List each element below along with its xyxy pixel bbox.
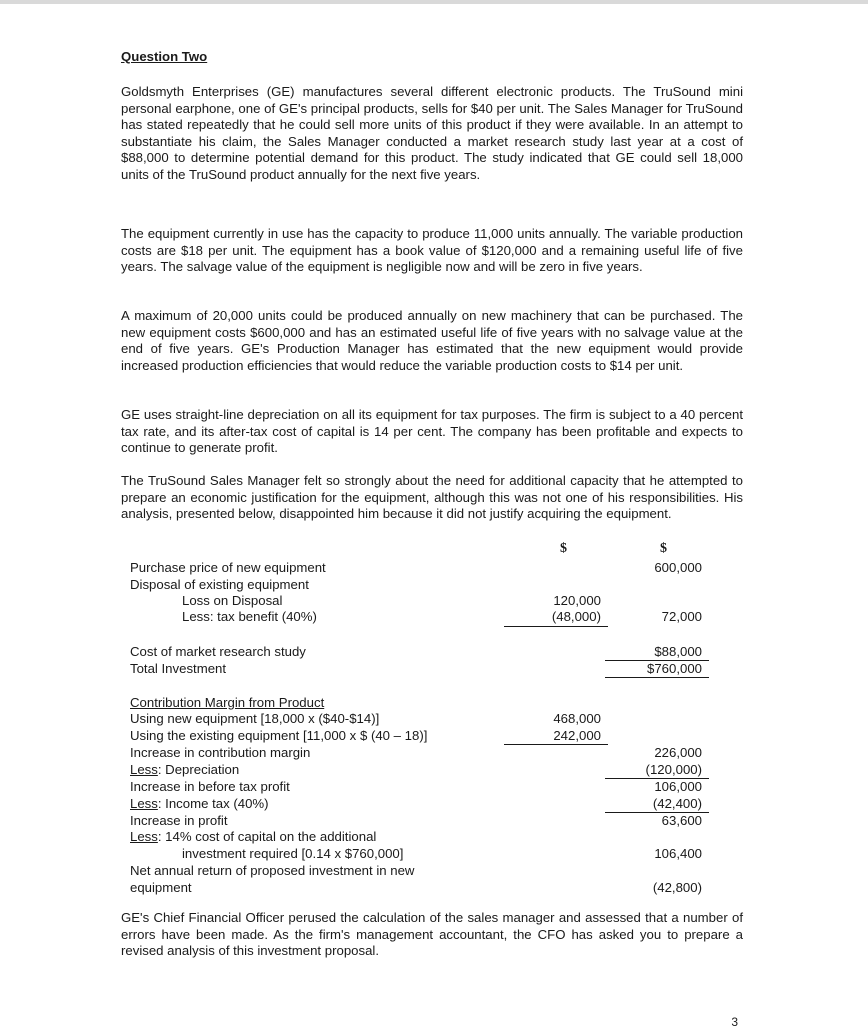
depreciation-label: [130, 762, 239, 779]
disposal-label: Disposal of existing equipment: [130, 577, 309, 592]
contribution-margin-heading: Contribution Margin from Product: [130, 695, 325, 710]
tax-benefit-label: Less: tax benefit (40%): [182, 609, 317, 624]
net-return-label-1: Net annual return of proposed investment in new: [130, 863, 415, 878]
market-research-label: Cost of market research study: [130, 644, 306, 659]
income-tax-value: (42,400): [652, 796, 702, 811]
paragraph-existing-equipment: The equipment currently in use has the capacity to produce 11,000 units annually. The variable production costs are $18 per unit. The equipment has a book value of $120,000 and a remaining useful life of five years. The salvage value of the equipment is negligible now and will be zero in five years.: [121, 226, 743, 275]
total-rule-bottom: [605, 677, 709, 678]
net-return-label-2: equipment: [130, 880, 192, 895]
page-number: 3: [731, 1015, 738, 1029]
purchase-label: Purchase price of new equipment: [130, 560, 326, 575]
increase-profit-value: 63,600: [661, 813, 702, 828]
market-research-value: $88,000: [654, 644, 702, 659]
column-head-1: $: [560, 541, 567, 556]
paragraph-cfo: GE's Chief Financial Officer perused the calculation of the sales manager and assessed that a number of errors have been made. As the firm's management accountant, the CFO has asked you to prepare a revised analysis of this investment proposal.: [121, 910, 743, 959]
loss-value: 120,000: [553, 593, 601, 608]
income-tax-text: : Income tax (40%): [157, 796, 269, 811]
before-tax-label: Increase in before tax profit: [130, 779, 290, 794]
investment-required-label: investment required [0.14 x $760,000]: [182, 846, 404, 861]
increase-cm-value: 226,000: [654, 745, 702, 760]
paragraph-tax: GE uses straight-line depreciation on all its equipment for tax purposes. The firm is subject to a 40 percent tax rate, and its after-tax cost of capital is 14 per cent. The company has been profitable and expects to continue to generate profit.: [121, 407, 743, 456]
paragraph-intro: Goldsmyth Enterprises (GE) manufactures several different electronic products. The TruSound mini personal earphone, one of GE's principal products, sells for $40 per unit. The Sales Manager for TruSound has stated repeatedly that he could sell more units of this product if they were available. In an attempt to substantiate his claim, the Sales Manager conducted a market research study last year at a cost of $88,000 to determine potential demand for this product. The study indicated that GE could sell 18,000 units of the TruSound product annually for the next five years.: [121, 84, 743, 182]
cost-capital-label: [130, 829, 376, 846]
tax-benefit-value: (48,000): [551, 609, 601, 624]
paragraph-sales-manager: The TruSound Sales Manager felt so strongly about the need for additional capacity that he attempted to prepare an economic justification for the equipment, although this was not one of his responsibilities. His analysis, presented below, disappointed him because it did not justify acquiring the equipment.: [121, 473, 743, 522]
depreciation-value: (120,000): [645, 762, 702, 777]
less-word: Less: [130, 829, 158, 844]
total-investment-label: Total Investment: [130, 661, 227, 676]
increase-profit-label: Increase in profit: [130, 813, 228, 828]
depreciation-text: : Depreciation: [157, 762, 240, 777]
before-tax-value: 106,000: [654, 779, 702, 794]
paragraph-new-machinery: A maximum of 20,000 units could be produced annually on new machinery that can be purchased. The new equipment costs $600,000 and has an estimated useful life of five years with no salvage value at the end of five years. GE's Production Manager has estimated that the new equipment would provide increased production efficiencies that would reduce the variable production costs to $14 per unit.: [121, 308, 743, 373]
purchase-value: 600,000: [654, 560, 702, 575]
cm-new-value: 468,000: [553, 711, 601, 726]
income-tax-label: [130, 796, 269, 813]
cost-capital-text: : 14% cost of capital on the additional: [157, 829, 377, 844]
top-border: [0, 0, 868, 4]
less-word: Less: [130, 796, 158, 811]
loss-label: Loss on Disposal: [182, 593, 283, 608]
cm-new-label: Using new equipment [18,000 x ($40-$14)]: [130, 711, 380, 726]
total-investment-value: $760,000: [646, 661, 702, 676]
investment-required-value: 106,400: [654, 846, 702, 861]
increase-cm-label: Increase in contribution margin: [130, 745, 311, 760]
subtotal-rule: [504, 626, 608, 627]
cm-rule: [504, 744, 608, 745]
cm-existing-value: 242,000: [553, 728, 601, 743]
cm-existing-label: Using the existing equipment [11,000 x $ (40 – 18)]: [130, 728, 428, 743]
net-return-value: (42,800): [652, 880, 702, 895]
column-head-2: $: [660, 541, 667, 556]
net-loss-value: 72,000: [661, 609, 702, 624]
question-heading: Question Two: [121, 49, 208, 64]
less-word: Less: [130, 762, 158, 777]
